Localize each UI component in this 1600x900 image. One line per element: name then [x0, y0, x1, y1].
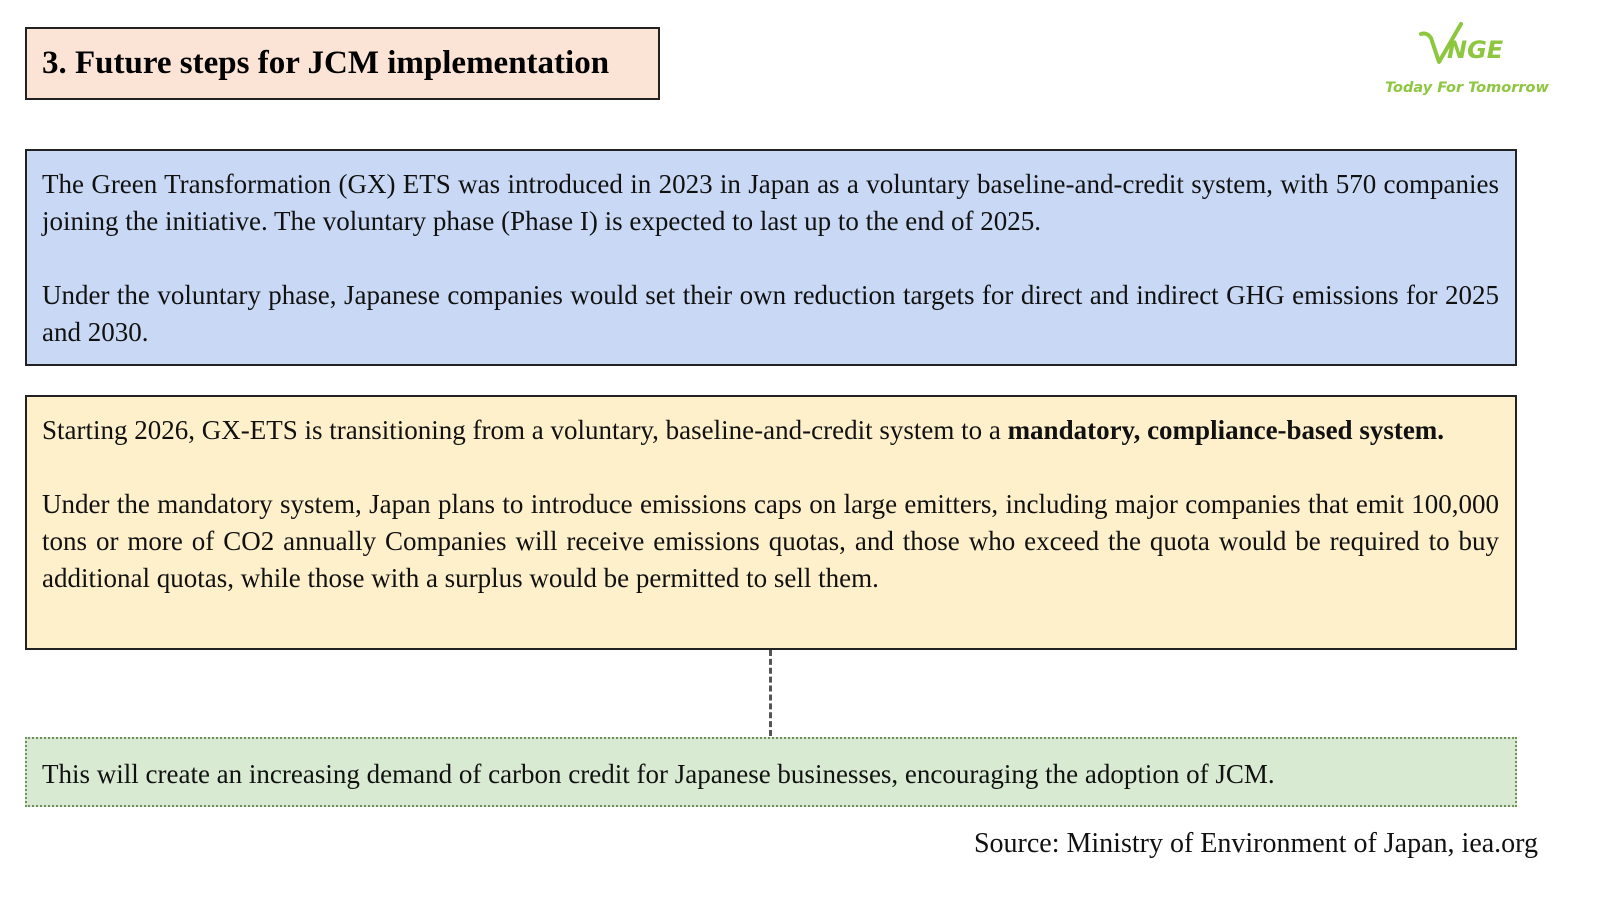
mandatory-caps-paragraph: Under the mandatory system, Japan plans to introduce emissions caps on large emitters, including major companies that emit 100,000 tons or more of CO2 annually Companies will receive emissions quotas, and those who exceed the quota would be required to buy additional quotas, while those with a surplus would be permitted to sell them.	[42, 489, 1499, 593]
source-citation: Source: Ministry of Environment of Japan, iea.org	[973, 828, 1538, 859]
title-box	[25, 27, 660, 100]
page-title: 3. Future steps for JCM implementation	[42, 45, 610, 81]
paragraph-spacer	[42, 449, 1499, 486]
mandatory-intro-text: Starting 2026, GX-ETS is transitioning from a voluntary, baseline-and-credit system to a	[42, 415, 1008, 445]
mandatory-intro-paragraph	[42, 412, 1499, 449]
voluntary-targets-paragraph: Under the voluntary phase, Japanese companies would set their own reduction targets for direct and indirect GHG emissions for 2025 and 2030.	[42, 280, 1499, 347]
conclusion-box	[25, 737, 1517, 807]
conclusion-text: This will create an increasing demand of carbon credit for Japanese businesses, encouraging the adoption of JCM.	[42, 759, 1275, 789]
paragraph-spacer	[42, 240, 1499, 277]
logo-wordmark: NGE	[1447, 36, 1504, 64]
mandatory-highlight-text: mandatory, compliance-based system.	[1007, 415, 1445, 445]
voluntary-intro-paragraph: The Green Transformation (GX) ETS was introduced in 2023 in Japan as a voluntary baseline-and-credit system, with 570 companies joining the initiative. The voluntary phase (Phase I) is expected to last up to the end of 2025.	[42, 169, 1499, 236]
dashed-connector-line	[769, 650, 772, 736]
logo-tagline: Today For Tomorrow	[1385, 80, 1549, 96]
gx-ets-mandatory-box	[25, 395, 1517, 650]
gx-ets-voluntary-box	[25, 149, 1517, 366]
company-logo	[1385, 20, 1555, 105]
